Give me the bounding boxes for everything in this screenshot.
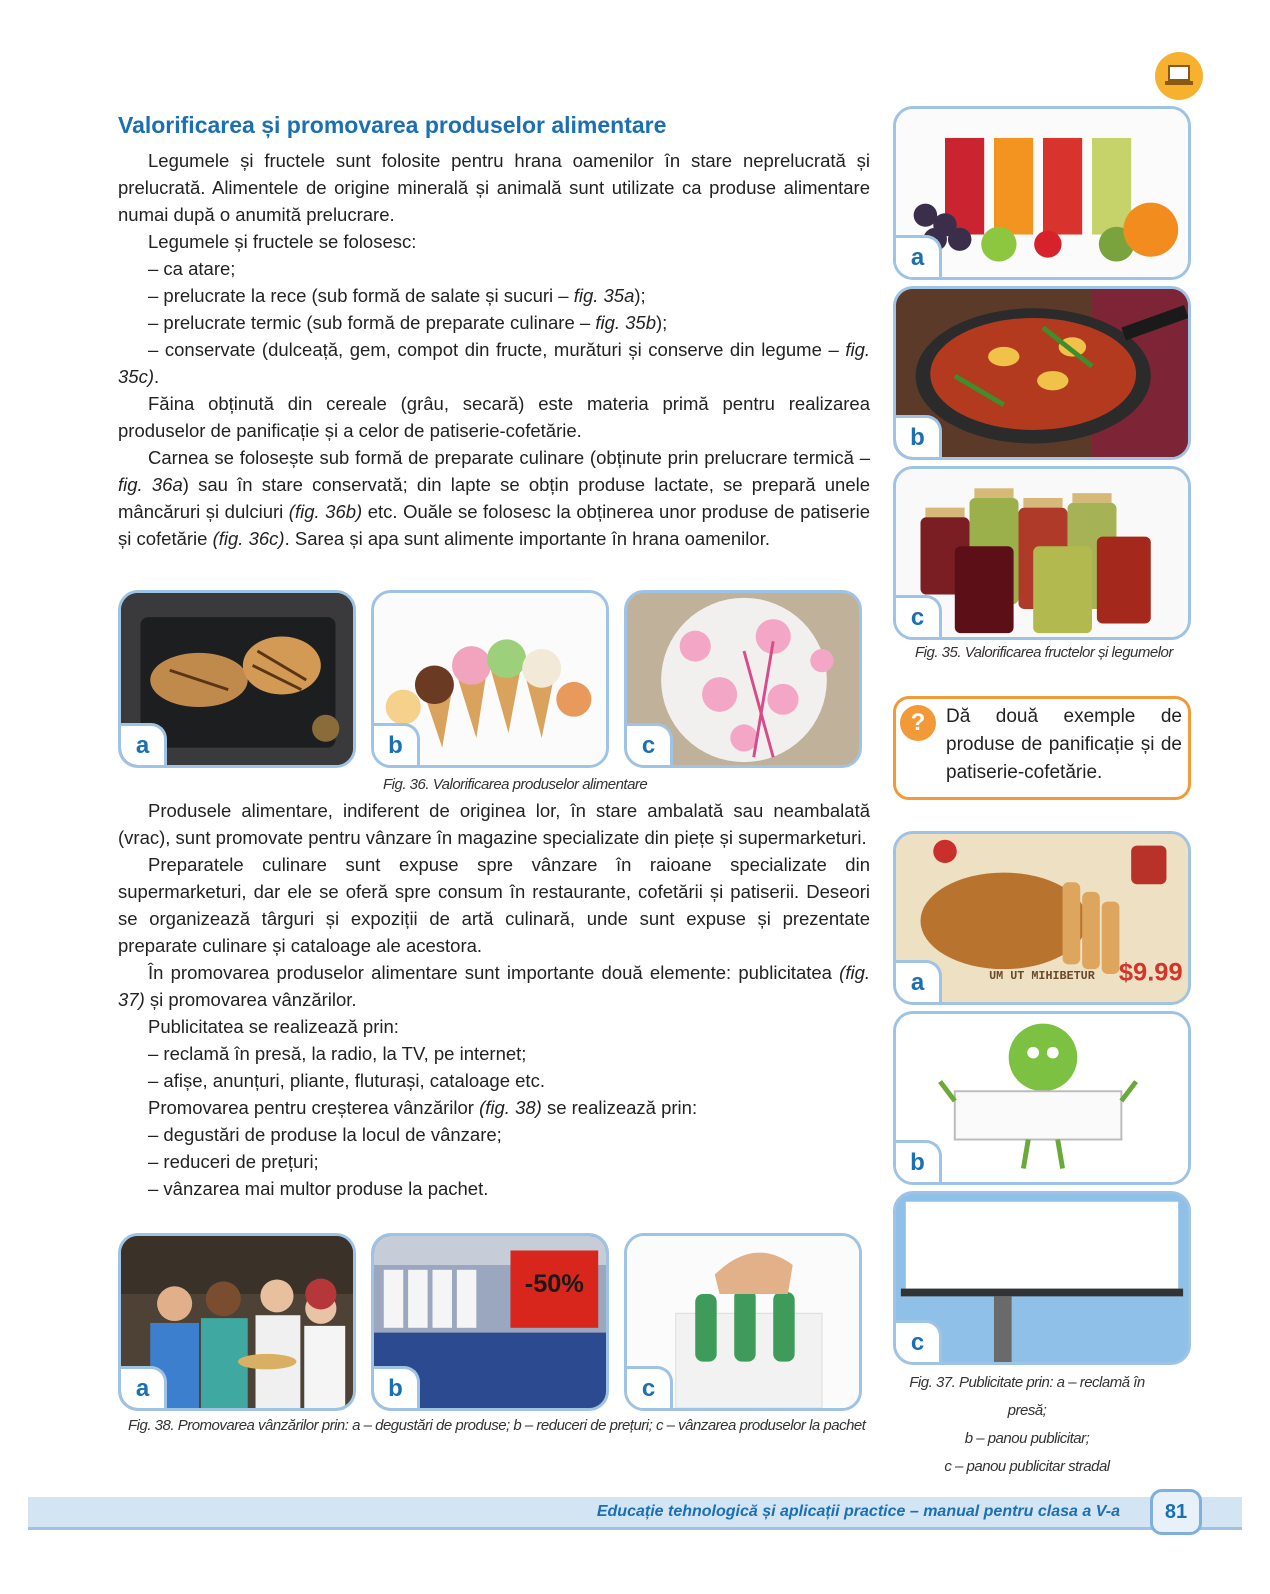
paragraph-7: În promovarea produselor alimentare sunt importante două elemente: publicitatea (fig. 37) și promovarea vânzărilor. xyxy=(118,962,870,1010)
fig37-caption-line: c – panou publicitar stradal xyxy=(944,1458,1110,1475)
list-item: – reduceri de prețuri; xyxy=(148,1151,319,1172)
label-c: c xyxy=(896,1320,942,1362)
fig35c-image xyxy=(893,466,1191,640)
list-item: – conservate (dulceață, gem, compot din fructe, murături și conserve din legume – fig. 35c). xyxy=(118,339,870,387)
label-a: a xyxy=(121,1366,167,1408)
list-item: – prelucrate termic (sub formă de preparate culinare – fig. 35b); xyxy=(148,312,668,333)
label-b: b xyxy=(374,723,420,765)
label-a: a xyxy=(896,235,942,277)
label-b: b xyxy=(896,415,942,457)
label-a: a xyxy=(121,723,167,765)
main-text-bottom xyxy=(118,797,870,1202)
paragraph-5: Produsele alimentare, indiferent de originea lor, în stare ambalată sau neambalată (vrac), sunt promovate pentru vânzare în magazine specializate din piețe și supermarketuri. xyxy=(118,800,870,848)
paragraph-8-intro: Publicitatea se realizează prin: xyxy=(148,1016,399,1037)
laptop-icon xyxy=(1155,52,1203,100)
label-a: a xyxy=(896,960,942,1002)
ad-price: $9.99 xyxy=(1118,958,1183,987)
discount-sign: -50% xyxy=(524,1270,584,1299)
fig37-caption xyxy=(908,1369,1146,1481)
question-icon: ? xyxy=(900,705,936,741)
fig38-caption: Fig. 38. Promovarea vânzărilor prin: a – degustări de produse; b – reduceri de prețuri; c – vânzarea produselor la pachet xyxy=(128,1417,866,1434)
fig36b-image xyxy=(371,590,609,768)
fig38c-image xyxy=(624,1233,862,1411)
paragraph-4: Carnea se folosește sub formă de preparate culinare (obținute prin prelucrare termică – fig. 36a) sau în stare conservată; din lapte se obțin produse lactate, se prepară unele mâncăruri și dulciuri (fig. 36b) etc. Ouăle se folosesc la obținerea unor produse de patiserie și cofetărie (fig. 36c). Sarea și apa sunt alimente importante în hrana oamenilor. xyxy=(118,447,871,549)
paragraph-1: Legumele și fructele sunt folosite pentru hrana oamenilor în stare neprelucrată și prelucrată. Alimentele de origine minerală și animală sunt utilizate ca produse alimentare numai după o anumită prelucrare. xyxy=(118,150,870,225)
question-text: Dă două exemple de produse de panificație și de patiserie-cofetărie. xyxy=(946,706,1182,783)
fig38a-image xyxy=(118,1233,356,1411)
label-c: c xyxy=(627,1366,673,1408)
fig36c-image xyxy=(624,590,862,768)
paragraph-3: Făina obținută din cereale (grâu, secară) este materia primă pentru realizarea produselor de panificație și a celor de patiserie-cofetărie. xyxy=(118,393,870,441)
paragraph-2-intro: Legumele și fructele se folosesc: xyxy=(148,231,417,252)
list-item: – prelucrate la rece (sub formă de salate și sucuri – fig. 35a); xyxy=(148,285,646,306)
label-c: c xyxy=(627,723,673,765)
ad-text: UM UT MIHIBETUR xyxy=(989,968,1095,983)
list-item: – degustări de produse la locul de vânzare; xyxy=(148,1124,502,1145)
fig36-caption: Fig. 36. Valorificarea produselor alimentare xyxy=(383,776,648,793)
fig36a-image xyxy=(118,590,356,768)
question-box xyxy=(893,696,1191,800)
fig35a-image xyxy=(893,106,1191,280)
list-item: – vânzarea mai multor produse la pachet. xyxy=(148,1178,489,1199)
fig38b-image xyxy=(371,1233,609,1411)
list-item: – reclamă în presă, la radio, la TV, pe internet; xyxy=(148,1043,527,1064)
footer-title: Educație tehnologică și aplicații practice – manual pentru clasa a V-a xyxy=(596,1503,1120,1520)
label-b: b xyxy=(374,1366,420,1408)
fig37-caption-line: Fig. 37. Publicitate prin: a – reclamă în presă; xyxy=(909,1374,1145,1419)
main-text-top xyxy=(118,147,870,552)
page-title: Valorificarea și promovarea produselor alimentare xyxy=(118,112,667,138)
page-number: 81 xyxy=(1150,1489,1202,1535)
paragraph-9: Promovarea pentru creșterea vânzărilor (fig. 38) se realizează prin: xyxy=(148,1097,698,1118)
list-item: – ca atare; xyxy=(148,258,236,279)
label-b: b xyxy=(896,1140,942,1182)
fig37b-image xyxy=(893,1011,1191,1185)
paragraph-6: Preparatele culinare sunt expuse spre vânzare în raioane specializate din supermarketuri, dar ele se oferă spre consum în restaurante, cofetării și patiserii. Deseori se organizează târguri și expoziții de artă culinară, unde sunt expuse și prezentate preparate culinare și cataloage ale acestora. xyxy=(118,854,870,956)
list-item: – afișe, anunțuri, pliante, fluturași, cataloage etc. xyxy=(148,1070,545,1091)
fig35b-image xyxy=(893,286,1191,460)
fig37c-image xyxy=(893,1191,1191,1365)
fig37-caption-line: b – panou publicitar; xyxy=(964,1430,1090,1447)
fig37a-image xyxy=(893,831,1191,1005)
label-c: c xyxy=(896,595,942,637)
fig35-caption: Fig. 35. Valorificarea fructelor și legumelor xyxy=(915,644,1173,661)
